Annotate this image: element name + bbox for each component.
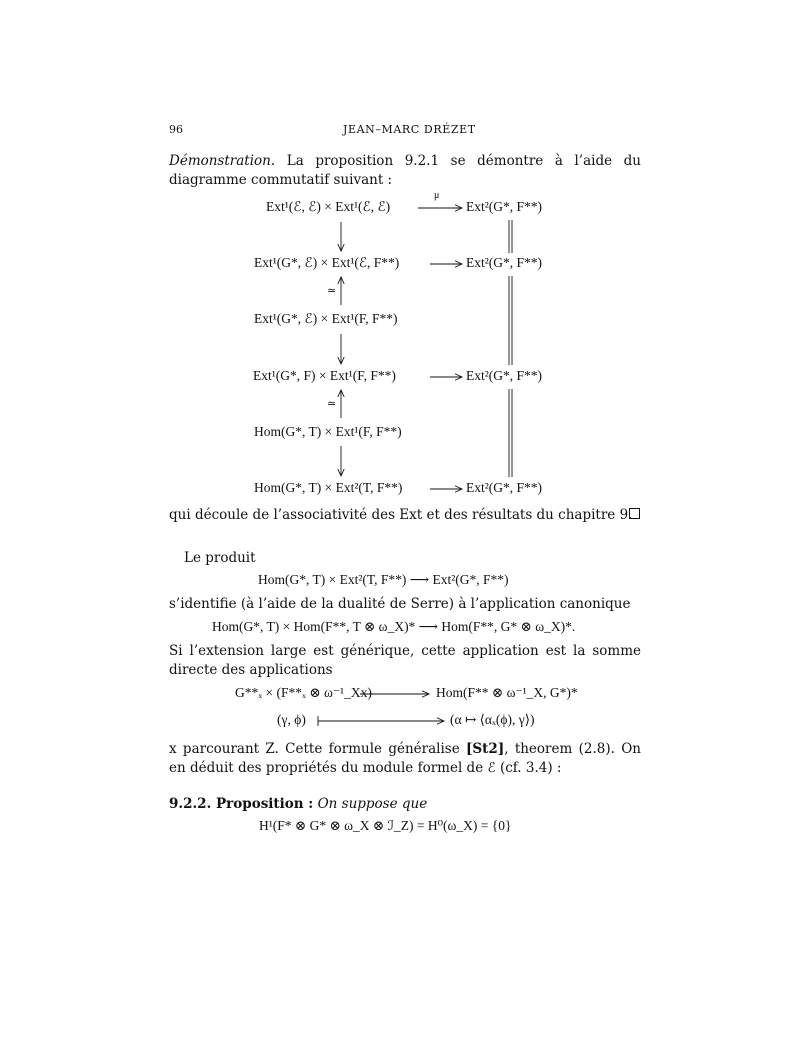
diagram-row6-right: Ext²(G*, F**) (466, 480, 543, 495)
map-top-left: G**ₓ × (F**ₓ ⊗ ω⁻¹_Xx) (235, 685, 372, 700)
after-diagram-text: qui découle de l’associativité des Ext et des résultats du chapitre 9. (169, 507, 633, 523)
parcourant-part2: , theorem (2.8). On en déduit des propriétés du module formel de ℰ (cf. 3.4) : (169, 741, 641, 776)
diagram-row6-left: Hom(G*, T) × Ext²(T, F**) (254, 480, 403, 495)
demonstration-text: La proposition 9.2.1 se démontre à l’aide du diagramme commutatif suivant : (169, 153, 641, 188)
page-number: 96 (169, 123, 183, 136)
proposition-number: 9.2.2. Proposition : (169, 796, 314, 812)
proposition-text: On suppose que (313, 796, 428, 812)
proposition-formula: H¹(F* ⊗ G* ⊗ ω_X ⊗ ℐ_Z) = H⁰(ω_X) = {0} (259, 818, 512, 833)
diagram-row1-left: Ext¹(ℰ, ℰ) × Ext¹(ℰ, ℰ) (266, 199, 391, 214)
produit-intro: Le produit (184, 550, 256, 566)
identifie-text: s’identifie (à l’aide de la dualité de Serre) à l’application canonique (169, 596, 631, 612)
diagram-row1-right: Ext²(G*, F**) (466, 199, 543, 214)
parcourant-part1: x parcourant Z. Cette formule généralise (169, 741, 467, 757)
mu-label: μ (434, 190, 440, 201)
diagram-row3-left: Ext¹(G*, ℰ) × Ext¹(F, F**) (254, 311, 398, 326)
iso-label-2: ≃ (327, 398, 337, 410)
map-bottom-left: (γ, ϕ) (277, 712, 306, 727)
map-bottom-right: (α ↦ ⟨αₓ(ϕ), γ⟩) (450, 712, 535, 727)
running-title: JEAN–MARC DRÉZET (343, 123, 476, 136)
diagram-row2-left: Ext¹(G*, ℰ) × Ext¹(ℰ, F**) (254, 255, 400, 270)
parcourant-paragraph (169, 740, 641, 777)
diagram-row5-left: Hom(G*, T) × Ext¹(F, F**) (254, 424, 402, 439)
formula-produit: Hom(G*, T) × Ext²(T, F**) ⟶ Ext²(G*, F**) (258, 572, 509, 587)
demonstration-label: Démonstration. (169, 153, 276, 169)
diagram-row4-right: Ext²(G*, F**) (466, 368, 543, 383)
formula-canonique: Hom(G*, T) × Hom(F**, T ⊗ ω_X)* ⟶ Hom(F**, G* ⊗ ω_X)*. (212, 619, 576, 634)
map-top-right: Hom(F** ⊗ ω⁻¹_X, G*)* (436, 685, 578, 700)
iso-label-1: ≃ (327, 285, 337, 297)
diagram-row2-right: Ext²(G*, F**) (466, 255, 543, 270)
generique-paragraph: Si l’extension large est générique, cette application est la somme directe des applications (169, 643, 641, 678)
reference-st2: [St2] (466, 741, 505, 757)
diagram-row4-left: Ext¹(G*, F) × Ext¹(F, F**) (253, 368, 396, 383)
proposition-heading (169, 795, 641, 814)
